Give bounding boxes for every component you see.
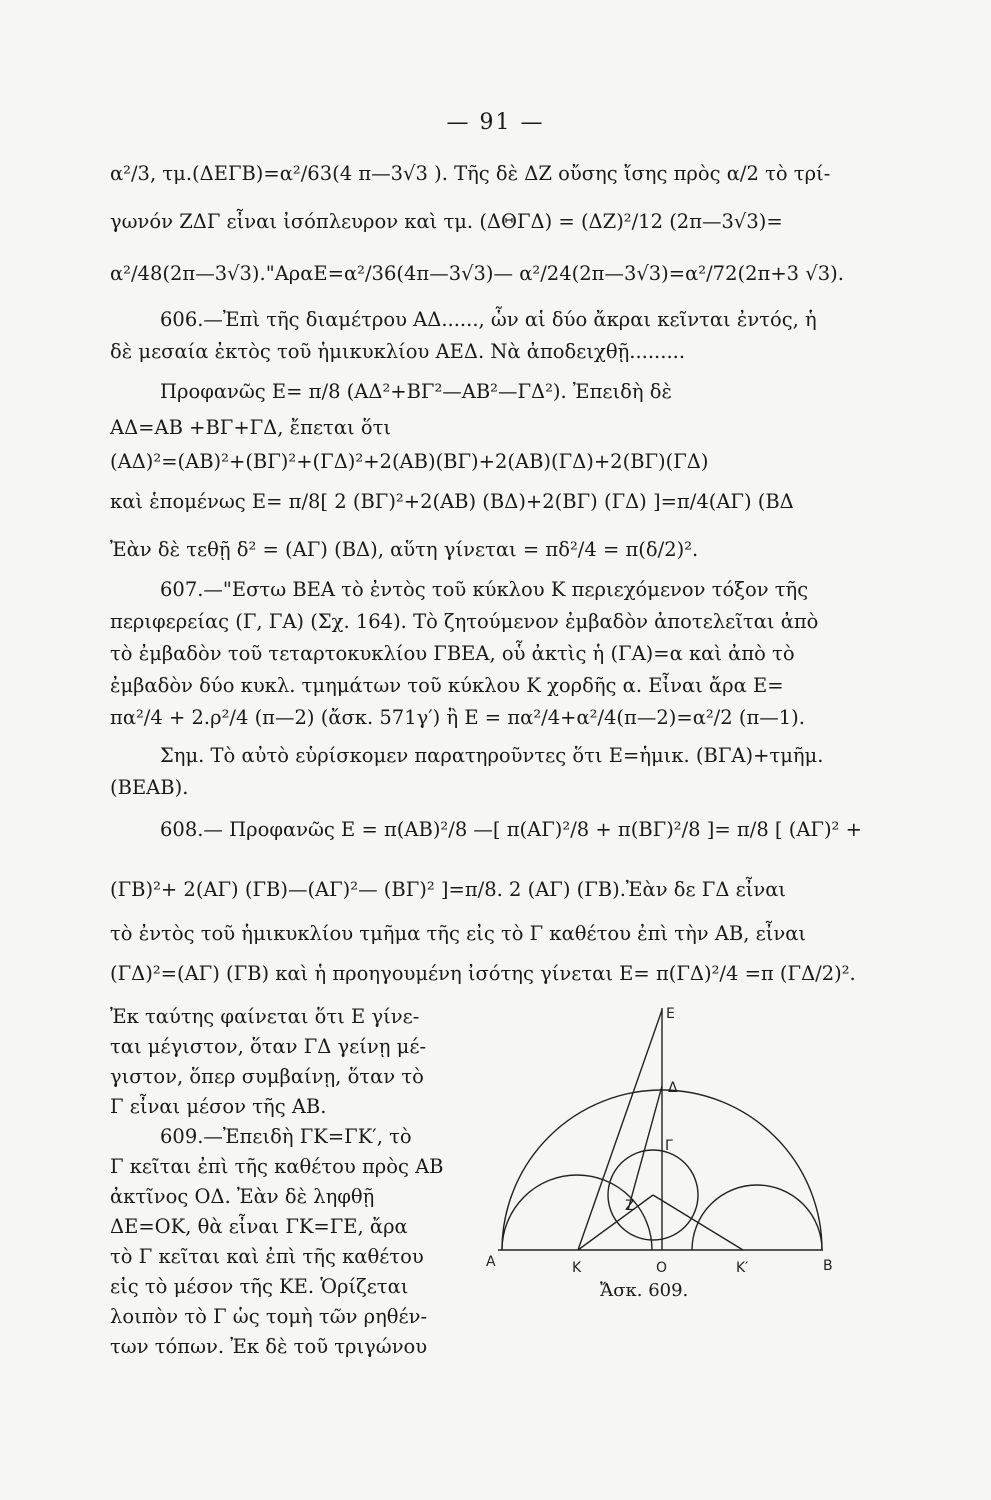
text-line: Προφανῶς Ε= π/8 (ΑΔ²+ΒΓ²—ΑΒ²—ΓΔ²). Ἐπειδὴ δὲ	[160, 380, 672, 403]
label-d: Δ	[668, 1080, 678, 1096]
text-line: ται μέγιστον, ὅταν ΓΔ γείνῃ μέ-	[110, 1035, 427, 1058]
text-line: γιστον, ὅπερ συμβαίνῃ, ὅταν τὸ	[110, 1065, 424, 1088]
text-line: Γ εἶναι μέσον τῆς ΑΒ.	[110, 1095, 327, 1118]
geometry-figure	[478, 1000, 858, 1280]
label-k-prime: K′	[736, 1260, 749, 1276]
text-line: ΑΔ=ΑΒ +ΒΓ+ΓΔ, ἔπεται ὅτι	[110, 416, 392, 439]
text-line: ἐμβαδὸν δύο κυκλ. τμημάτων τοῦ κύκλου Κ χορδῆς α. Εἶναι ἄρα Ε=	[110, 674, 784, 697]
label-b: B	[823, 1258, 833, 1274]
text-line: τὸ ἐμβαδὸν τοῦ τεταρτοκυκλίου ΓΒΕΑ, οὗ ἀκτὶς ἡ (ΓΑ)=α καὶ ἀπὸ τὸ	[110, 642, 795, 665]
text-line: (ΓΒ)²+ 2(ΑΓ) (ΓΒ)—(ΑΓ)²— (ΒΓ)² ]=π/8. 2 (ΑΓ) (ΓΒ).Ἐὰν δε ΓΔ εἶναι	[110, 878, 787, 901]
segment-k-center	[578, 1195, 653, 1250]
text-line: (ΑΔ)²=(ΑΒ)²+(ΒΓ)²+(ΓΔ)²+2(ΑΒ)(ΒΓ)+2(ΑΒ)(ΓΔ)+2(ΒΓ)(ΓΔ)	[110, 450, 709, 473]
text-line: Σημ. Τὸ αὐτὸ εὑρίσκομεν παρατηροῦντες ὅτι Ε=ἡμικ. (ΒΓΑ)+τμῆμ.	[160, 744, 824, 767]
label-g: Γ	[665, 1138, 673, 1154]
text-line: περιφερείας (Γ, ΓΑ) (Σχ. 164). Τὸ ζητούμενον ἐμβαδὸν ἀποτελεῖται ἀπὸ	[110, 610, 819, 633]
text-line: 608.— Προφανῶς Ε = π(ΑΒ)²/8 —[ π(ΑΓ)²/8 + π(ΒΓ)²/8 ]= π/8 [ (ΑΓ)² +	[160, 818, 862, 841]
text-line: τὸ ἐντὸς τοῦ ἡμικυκλίου τμῆμα τῆς εἰς τὸ Γ καθέτου ἐπὶ τὴν ΑΒ, εἶναι	[110, 922, 807, 945]
text-line: Γ κεῖται ἐπὶ τῆς καθέτου πρὸς ΑΒ	[110, 1155, 444, 1178]
label-k: K	[572, 1260, 582, 1276]
segment-d-z	[628, 1086, 662, 1210]
text-line: 607.—"Εστω ΒΕΑ τὸ ἐντὸς τοῦ κύκλου Κ περιεχόμενον τόξον τῆς	[160, 578, 809, 601]
text-line: (ΓΔ)²=(ΑΓ) (ΓΒ) καὶ ἡ προηγουμένη ἰσότης γίνεται Ε= π(ΓΔ)²/4 =π (ΓΔ/2)².	[110, 962, 856, 985]
text-line: λοιπὸν τὸ Γ ὡς τομὴ τῶν ρηθέν-	[110, 1305, 428, 1328]
text-line: πα²/4 + 2.ρ²/4 (π—2) (ἄσκ. 571γ′) ἢ Ε = πα²/4+α²/4(π—2)=α²/2 (π—1).	[110, 706, 805, 729]
text-line: ἀκτῖνος ΟΔ. Ἐὰν δὲ ληφθῇ	[110, 1185, 375, 1208]
text-line: α²/48(2π—3√3)."ΑραΕ=α²/36(4π—3√3)— α²/24(2π—3√3)=α²/72(2π+3 √3).	[110, 262, 844, 285]
segment-center-k2	[653, 1195, 743, 1250]
text-line: τὸ Γ κεῖται καὶ ἐπὶ τῆς καθέτου	[110, 1245, 424, 1268]
label-z: Z	[625, 1198, 635, 1214]
label-e: E	[666, 1006, 675, 1022]
label-a: A	[486, 1254, 496, 1270]
text-line: ΔΕ=ΟΚ, θὰ εἶναι ΓΚ=ΓΕ, ἄρα	[110, 1215, 408, 1238]
text-line: εἰς τὸ μέσον τῆς ΚΕ. Ὁρίζεται	[110, 1275, 409, 1298]
right-semicircle	[692, 1185, 822, 1250]
text-line: γωνόν ΖΔΓ εἶναι ἰσόπλευρον καὶ τμ. (ΔΘΓΔ) = (ΔΖ)²/12 (2π—3√3)=	[110, 210, 783, 233]
label-o: O	[656, 1260, 668, 1276]
text-line: 609.—Ἐπειδὴ ΓΚ=ΓΚ′, τὸ	[160, 1125, 412, 1148]
text-line: καὶ ἑπομένως Ε= π/8[ 2 (ΒΓ)²+2(ΑΒ) (ΒΔ)+2(ΒΓ) (ΓΔ) ]=π/4(ΑΓ) (ΒΔ	[110, 490, 794, 513]
text-line: δὲ μεσαία ἐκτὸς τοῦ ἡμικυκλίου ΑΕΔ. Νὰ ἀποδειχθῇ.........	[110, 340, 686, 363]
text-line: α²/3, τμ.(ΔΕΓΒ)=α²/63(4 π—3√3 ). Τῆς δὲ ΔΖ οὔσης ἴσης πρὸς α/2 τὸ τρί-	[110, 162, 831, 185]
text-line: Ἐὰν δὲ τεθῇ δ² = (ΑΓ) (ΒΔ), αὕτη γίνεται = πδ²/4 = π(δ/2)².	[110, 538, 699, 561]
figure-caption: Ἄσκ. 609.	[600, 1280, 689, 1301]
page-number: — 91 —	[446, 110, 545, 135]
text-line: (ΒΕΑΒ).	[110, 776, 189, 799]
text-line: Ἐκ ταύτης φαίνεται ὅτι Ε γίνε-	[110, 1005, 420, 1028]
text-line: 606.—Ἐπὶ τῆς διαμέτρου ΑΔ......, ὧν αἱ δύο ἄκραι κεῖνται ἐντός, ἡ	[160, 308, 817, 331]
text-line: των τόπων. Ἐκ δὲ τοῦ τριγώνου	[110, 1335, 428, 1358]
